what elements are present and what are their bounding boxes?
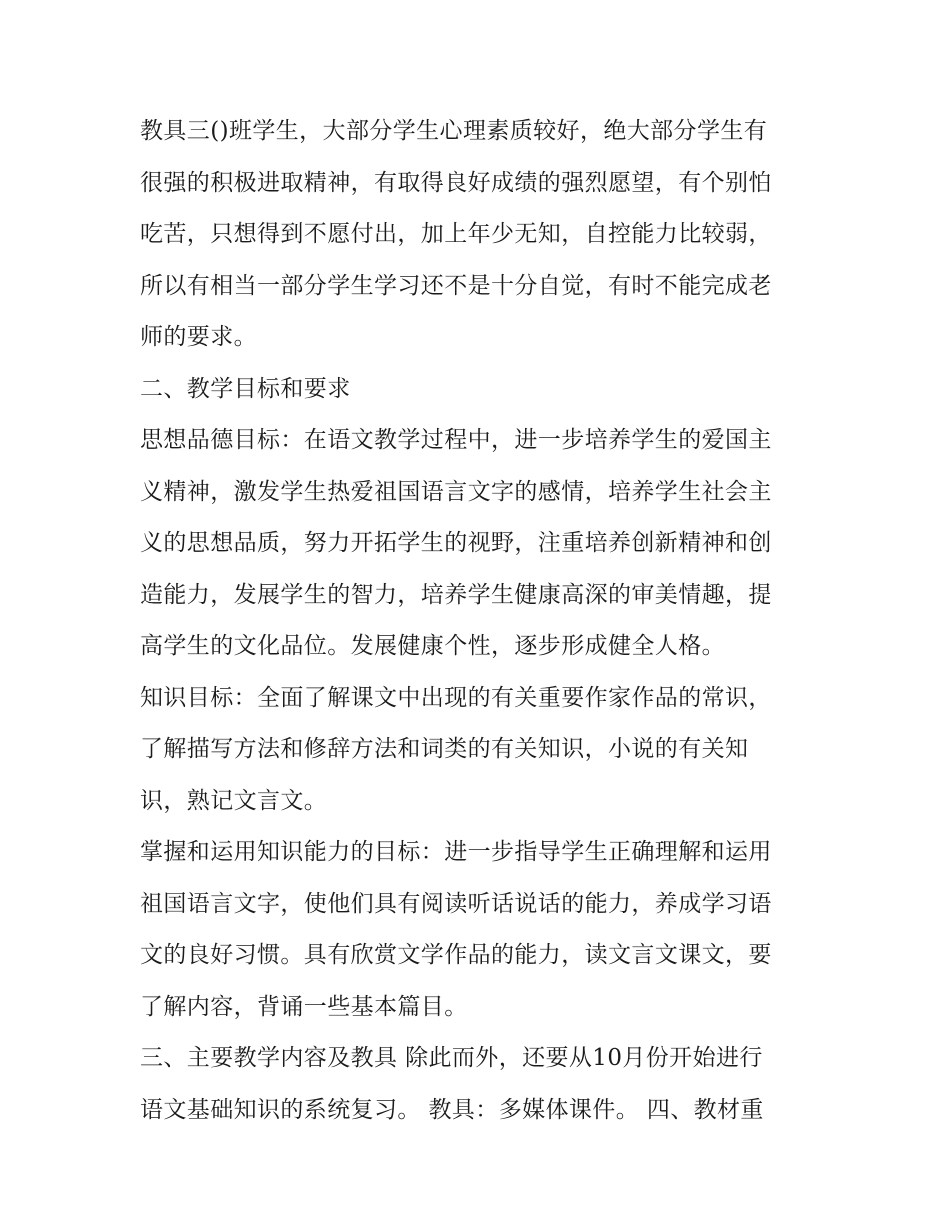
text-line: 吃苦，只想得到不愿付出，加上年少无知，自控能力比较弱， (140, 221, 772, 247)
text-line: 掌握和运用知识能力的目标：进一步指导学生正确理解和运用 (140, 839, 772, 865)
text-line: 很强的积极进取精神，有取得良好成绩的强烈愿望，有个别怕 (140, 169, 772, 196)
text-line: 祖国语言文字，使他们具有阅读听话说话的能力，养成学习语 (140, 890, 772, 917)
text-line: 了解内容，背诵一些基本篇目。 (140, 993, 468, 1020)
section-heading: 三、主要教学内容及教具 除此而外，还要从10月份开始进行 (140, 1045, 763, 1071)
text-line: 所以有相当一部分学生学习还不是十分自觉，有时不能完成老 (140, 272, 772, 299)
text-line: 思想品德目标：在语文教学过程中，进一步培养学生的爱国主 (140, 427, 772, 453)
text-line: 义精神，激发学生热爱祖国语言文字的感情，培养学生社会主 (140, 478, 772, 505)
text-line: 识，熟记文言文。 (140, 787, 328, 814)
text-line: 知识目标：全面了解课文中出现的有关重要作家作品的常识， (140, 684, 772, 711)
text-line: 语文基础知识的系统复习。 教具：多媒体课件。 四、教材重 (140, 1096, 764, 1123)
document-body (140, 106, 820, 1136)
text-line: 师的要求。 (140, 324, 257, 350)
text-line: 了解描写方法和修辞方法和词类的有关知识，小说的有关知 (140, 736, 749, 762)
text-line: 造能力，发展学生的智力，培养学生健康高深的审美情趣，提 (140, 581, 772, 608)
section-heading: 二、教学目标和要求 (140, 375, 351, 402)
text-line: 高学生的文化品位。发展健康个性，逐步形成健全人格。 (140, 633, 725, 659)
text-line: 教具三()班学生，大部分学生心理素质较好，绝大部分学生有 (140, 118, 768, 144)
text-line: 文的良好习惯。具有欣赏文学作品的能力，读文言文课文，要 (140, 942, 772, 968)
text-line: 义的思想品质，努力开拓学生的视野，注重培养创新精神和创 (140, 530, 772, 556)
